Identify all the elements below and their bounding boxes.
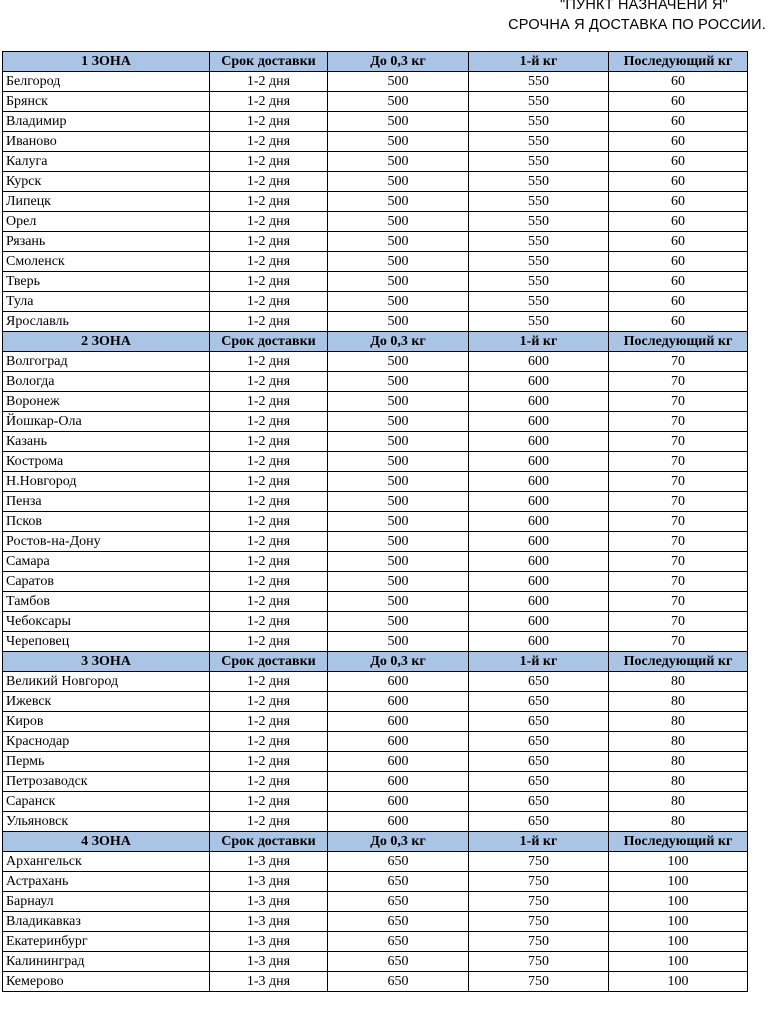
price-next-kg-cell: 70 [609, 512, 748, 532]
table-row [3, 632, 748, 652]
delivery-time-cell: 1-3 дня [210, 972, 328, 992]
price-up-to-03kg-cell: 500 [328, 152, 469, 172]
zone-header-row [3, 332, 748, 352]
price-up-to-03kg-cell: 600 [328, 712, 469, 732]
table-row [3, 552, 748, 572]
table-row [3, 812, 748, 832]
delivery-time-cell: 1-2 дня [210, 712, 328, 732]
city-cell: Вологда [3, 372, 210, 392]
price-next-kg-cell: 70 [609, 412, 748, 432]
price-up-to-03kg-cell: 500 [328, 352, 469, 372]
price-up-to-03kg-cell: 600 [328, 672, 469, 692]
delivery-time-cell: 1-2 дня [210, 792, 328, 812]
table-row [3, 392, 748, 412]
table-row [3, 972, 748, 992]
delivery-time-cell: 1-3 дня [210, 932, 328, 952]
table-row [3, 792, 748, 812]
city-cell: Брянск [3, 92, 210, 112]
city-cell: Астрахань [3, 872, 210, 892]
delivery-time-cell: 1-3 дня [210, 872, 328, 892]
city-cell: Тверь [3, 272, 210, 292]
zone-title: 2 ЗОНА [3, 332, 210, 352]
price-first-kg-cell: 550 [469, 152, 609, 172]
price-first-kg-cell: 550 [469, 312, 609, 332]
table-row [3, 132, 748, 152]
city-cell: Псков [3, 512, 210, 532]
price-up-to-03kg-cell: 500 [328, 452, 469, 472]
column-header-first-kg: 1-й кг [469, 832, 609, 852]
zone-title: 1 ЗОНА [3, 52, 210, 72]
city-cell: Самара [3, 552, 210, 572]
delivery-time-cell: 1-2 дня [210, 292, 328, 312]
price-up-to-03kg-cell: 500 [328, 292, 469, 312]
price-up-to-03kg-cell: 500 [328, 472, 469, 492]
price-next-kg-cell: 70 [609, 572, 748, 592]
delivery-time-cell: 1-2 дня [210, 172, 328, 192]
price-next-kg-cell: 60 [609, 272, 748, 292]
city-cell: Рязань [3, 232, 210, 252]
price-next-kg-cell: 70 [609, 492, 748, 512]
city-cell: Курск [3, 172, 210, 192]
price-next-kg-cell: 60 [609, 112, 748, 132]
price-next-kg-cell: 70 [609, 472, 748, 492]
price-next-kg-cell: 70 [609, 592, 748, 612]
table-row [3, 612, 748, 632]
price-first-kg-cell: 750 [469, 872, 609, 892]
city-cell: Саратов [3, 572, 210, 592]
price-up-to-03kg-cell: 650 [328, 972, 469, 992]
delivery-time-cell: 1-3 дня [210, 952, 328, 972]
delivery-time-cell: 1-2 дня [210, 812, 328, 832]
price-up-to-03kg-cell: 650 [328, 912, 469, 932]
city-cell: Белгород [3, 72, 210, 92]
price-first-kg-cell: 600 [469, 372, 609, 392]
column-header-up-to-03kg: До 0,3 кг [328, 652, 469, 672]
delivery-time-cell: 1-2 дня [210, 692, 328, 712]
delivery-time-cell: 1-2 дня [210, 352, 328, 372]
price-next-kg-cell: 60 [609, 252, 748, 272]
table-row [3, 892, 748, 912]
table-row [3, 672, 748, 692]
table-row [3, 592, 748, 612]
price-up-to-03kg-cell: 500 [328, 252, 469, 272]
price-first-kg-cell: 600 [469, 612, 609, 632]
price-next-kg-cell: 70 [609, 432, 748, 452]
price-first-kg-cell: 750 [469, 892, 609, 912]
city-cell: Саранск [3, 792, 210, 812]
delivery-time-cell: 1-2 дня [210, 252, 328, 272]
table-row [3, 412, 748, 432]
price-first-kg-cell: 600 [469, 392, 609, 412]
price-first-kg-cell: 650 [469, 752, 609, 772]
price-next-kg-cell: 80 [609, 672, 748, 692]
delivery-time-cell: 1-2 дня [210, 532, 328, 552]
price-first-kg-cell: 550 [469, 232, 609, 252]
table-row [3, 712, 748, 732]
price-next-kg-cell: 80 [609, 772, 748, 792]
price-next-kg-cell: 60 [609, 152, 748, 172]
delivery-time-cell: 1-2 дня [210, 752, 328, 772]
delivery-time-cell: 1-2 дня [210, 572, 328, 592]
price-next-kg-cell: 100 [609, 972, 748, 992]
price-next-kg-cell: 70 [609, 452, 748, 472]
price-next-kg-cell: 100 [609, 932, 748, 952]
price-first-kg-cell: 650 [469, 792, 609, 812]
price-first-kg-cell: 750 [469, 952, 609, 972]
table-row [3, 152, 748, 172]
zone-header-row [3, 652, 748, 672]
table-row [3, 512, 748, 532]
delivery-time-cell: 1-2 дня [210, 432, 328, 452]
city-cell: Ульяновск [3, 812, 210, 832]
city-cell: Пенза [3, 492, 210, 512]
price-first-kg-cell: 750 [469, 852, 609, 872]
price-first-kg-cell: 650 [469, 812, 609, 832]
city-cell: Череповец [3, 632, 210, 652]
price-next-kg-cell: 60 [609, 232, 748, 252]
city-cell: Барнаул [3, 892, 210, 912]
price-first-kg-cell: 750 [469, 912, 609, 932]
table-row [3, 432, 748, 452]
price-up-to-03kg-cell: 500 [328, 492, 469, 512]
price-next-kg-cell: 70 [609, 372, 748, 392]
zone-title: 3 ЗОНА [3, 652, 210, 672]
city-cell: Йошкар-Ола [3, 412, 210, 432]
table-row [3, 292, 748, 312]
price-first-kg-cell: 750 [469, 932, 609, 952]
price-up-to-03kg-cell: 600 [328, 692, 469, 712]
price-first-kg-cell: 550 [469, 192, 609, 212]
table-row [3, 212, 748, 232]
price-next-kg-cell: 80 [609, 752, 748, 772]
column-header-next-kg: Последующий кг [609, 332, 748, 352]
price-next-kg-cell: 60 [609, 72, 748, 92]
price-next-kg-cell: 70 [609, 352, 748, 372]
price-first-kg-cell: 550 [469, 92, 609, 112]
price-first-kg-cell: 550 [469, 72, 609, 92]
delivery-time-cell: 1-2 дня [210, 192, 328, 212]
table-row [3, 112, 748, 132]
table-row [3, 732, 748, 752]
price-up-to-03kg-cell: 500 [328, 432, 469, 452]
city-cell: Ярославль [3, 312, 210, 332]
column-header-delivery-time: Срок доставки [210, 832, 328, 852]
price-first-kg-cell: 550 [469, 252, 609, 272]
price-next-kg-cell: 100 [609, 892, 748, 912]
delivery-time-cell: 1-2 дня [210, 612, 328, 632]
table-row [3, 72, 748, 92]
table-row [3, 472, 748, 492]
price-next-kg-cell: 70 [609, 632, 748, 652]
price-next-kg-cell: 60 [609, 292, 748, 312]
price-next-kg-cell: 80 [609, 692, 748, 712]
delivery-time-cell: 1-2 дня [210, 552, 328, 572]
delivery-time-cell: 1-3 дня [210, 852, 328, 872]
price-next-kg-cell: 80 [609, 792, 748, 812]
table-row [3, 932, 748, 952]
document-header [0, 0, 768, 46]
price-first-kg-cell: 600 [469, 492, 609, 512]
city-cell: Иваново [3, 132, 210, 152]
table-row [3, 572, 748, 592]
city-cell: Петрозаводск [3, 772, 210, 792]
price-up-to-03kg-cell: 500 [328, 272, 469, 292]
price-first-kg-cell: 600 [469, 352, 609, 372]
price-first-kg-cell: 600 [469, 632, 609, 652]
delivery-time-cell: 1-2 дня [210, 72, 328, 92]
price-first-kg-cell: 650 [469, 692, 609, 712]
table-row [3, 772, 748, 792]
zone-header-row [3, 832, 748, 852]
price-up-to-03kg-cell: 650 [328, 932, 469, 952]
city-cell: Ростов-на-Дону [3, 532, 210, 552]
delivery-time-cell: 1-2 дня [210, 212, 328, 232]
city-cell: Екатеринбург [3, 932, 210, 952]
price-next-kg-cell: 100 [609, 872, 748, 892]
column-header-delivery-time: Срок доставки [210, 652, 328, 672]
delivery-time-cell: 1-2 дня [210, 232, 328, 252]
price-up-to-03kg-cell: 650 [328, 852, 469, 872]
price-next-kg-cell: 80 [609, 712, 748, 732]
table-row [3, 752, 748, 772]
table-row [3, 492, 748, 512]
price-up-to-03kg-cell: 500 [328, 72, 469, 92]
price-next-kg-cell: 100 [609, 912, 748, 932]
zone-header-row [3, 52, 748, 72]
delivery-time-cell: 1-3 дня [210, 892, 328, 912]
price-next-kg-cell: 100 [609, 952, 748, 972]
delivery-time-cell: 1-2 дня [210, 372, 328, 392]
price-first-kg-cell: 600 [469, 512, 609, 532]
column-header-first-kg: 1-й кг [469, 52, 609, 72]
price-first-kg-cell: 650 [469, 712, 609, 732]
price-up-to-03kg-cell: 500 [328, 132, 469, 152]
table-row [3, 252, 748, 272]
delivery-time-cell: 1-2 дня [210, 132, 328, 152]
price-first-kg-cell: 550 [469, 172, 609, 192]
delivery-time-cell: 1-2 дня [210, 592, 328, 612]
price-up-to-03kg-cell: 500 [328, 172, 469, 192]
price-up-to-03kg-cell: 500 [328, 112, 469, 132]
price-first-kg-cell: 650 [469, 732, 609, 752]
price-up-to-03kg-cell: 500 [328, 572, 469, 592]
column-header-first-kg: 1-й кг [469, 652, 609, 672]
price-first-kg-cell: 600 [469, 592, 609, 612]
city-cell: Липецк [3, 192, 210, 212]
price-up-to-03kg-cell: 500 [328, 512, 469, 532]
header-title-line-1: "ПУНКТ НАЗНАЧЕНИ Я" [559, 0, 728, 13]
header-title-line-2: СРОЧНА Я ДОСТАВКА ПО РОССИИ. [508, 17, 766, 33]
city-cell: Калуга [3, 152, 210, 172]
price-up-to-03kg-cell: 600 [328, 772, 469, 792]
city-cell: Владимир [3, 112, 210, 132]
city-cell: Ижевск [3, 692, 210, 712]
delivery-time-cell: 1-2 дня [210, 412, 328, 432]
price-up-to-03kg-cell: 500 [328, 312, 469, 332]
city-cell: Воронеж [3, 392, 210, 412]
price-up-to-03kg-cell: 500 [328, 612, 469, 632]
table-row [3, 692, 748, 712]
table-row [3, 312, 748, 332]
delivery-rates-table [2, 51, 748, 992]
price-up-to-03kg-cell: 500 [328, 192, 469, 212]
price-next-kg-cell: 60 [609, 172, 748, 192]
delivery-time-cell: 1-2 дня [210, 392, 328, 412]
price-up-to-03kg-cell: 500 [328, 232, 469, 252]
table-row [3, 872, 748, 892]
price-first-kg-cell: 650 [469, 672, 609, 692]
column-header-next-kg: Последующий кг [609, 832, 748, 852]
column-header-up-to-03kg: До 0,3 кг [328, 52, 469, 72]
city-cell: Тамбов [3, 592, 210, 612]
price-up-to-03kg-cell: 500 [328, 412, 469, 432]
delivery-time-cell: 1-2 дня [210, 672, 328, 692]
city-cell: Владикавказ [3, 912, 210, 932]
city-cell: Кострома [3, 452, 210, 472]
delivery-time-cell: 1-2 дня [210, 452, 328, 472]
column-header-up-to-03kg: До 0,3 кг [328, 332, 469, 352]
price-first-kg-cell: 600 [469, 412, 609, 432]
price-first-kg-cell: 600 [469, 452, 609, 472]
city-cell: Волгоград [3, 352, 210, 372]
price-first-kg-cell: 550 [469, 212, 609, 232]
price-up-to-03kg-cell: 500 [328, 92, 469, 112]
table-row [3, 232, 748, 252]
price-up-to-03kg-cell: 600 [328, 752, 469, 772]
price-first-kg-cell: 550 [469, 272, 609, 292]
price-next-kg-cell: 60 [609, 212, 748, 232]
delivery-time-cell: 1-2 дня [210, 512, 328, 532]
city-cell: Смоленск [3, 252, 210, 272]
price-next-kg-cell: 100 [609, 852, 748, 872]
city-cell: Н.Новгород [3, 472, 210, 492]
delivery-time-cell: 1-2 дня [210, 112, 328, 132]
price-next-kg-cell: 70 [609, 552, 748, 572]
table-row [3, 92, 748, 112]
price-next-kg-cell: 60 [609, 312, 748, 332]
price-up-to-03kg-cell: 500 [328, 632, 469, 652]
city-cell: Великий Новгород [3, 672, 210, 692]
column-header-delivery-time: Срок доставки [210, 332, 328, 352]
city-cell: Чебоксары [3, 612, 210, 632]
city-cell: Краснодар [3, 732, 210, 752]
city-cell: Калининград [3, 952, 210, 972]
delivery-time-cell: 1-2 дня [210, 472, 328, 492]
price-next-kg-cell: 60 [609, 192, 748, 212]
price-up-to-03kg-cell: 500 [328, 552, 469, 572]
table-row [3, 172, 748, 192]
delivery-time-cell: 1-2 дня [210, 152, 328, 172]
price-first-kg-cell: 600 [469, 432, 609, 452]
price-next-kg-cell: 80 [609, 732, 748, 752]
table-row [3, 352, 748, 372]
city-cell: Орел [3, 212, 210, 232]
table-row [3, 952, 748, 972]
table-row [3, 452, 748, 472]
price-first-kg-cell: 750 [469, 972, 609, 992]
price-next-kg-cell: 70 [609, 392, 748, 412]
price-up-to-03kg-cell: 650 [328, 952, 469, 972]
price-first-kg-cell: 550 [469, 292, 609, 312]
price-next-kg-cell: 60 [609, 92, 748, 112]
price-up-to-03kg-cell: 600 [328, 792, 469, 812]
price-first-kg-cell: 550 [469, 132, 609, 152]
price-first-kg-cell: 600 [469, 532, 609, 552]
price-next-kg-cell: 70 [609, 612, 748, 632]
table-row [3, 372, 748, 392]
column-header-delivery-time: Срок доставки [210, 52, 328, 72]
rates-table-body [3, 52, 748, 992]
table-row [3, 532, 748, 552]
delivery-time-cell: 1-2 дня [210, 92, 328, 112]
table-row [3, 912, 748, 932]
price-first-kg-cell: 600 [469, 552, 609, 572]
price-next-kg-cell: 80 [609, 812, 748, 832]
city-cell: Архангельск [3, 852, 210, 872]
column-header-next-kg: Последующий кг [609, 52, 748, 72]
price-up-to-03kg-cell: 500 [328, 392, 469, 412]
zone-title: 4 ЗОНА [3, 832, 210, 852]
city-cell: Тула [3, 292, 210, 312]
price-up-to-03kg-cell: 500 [328, 372, 469, 392]
delivery-time-cell: 1-3 дня [210, 912, 328, 932]
delivery-time-cell: 1-2 дня [210, 732, 328, 752]
price-next-kg-cell: 70 [609, 532, 748, 552]
delivery-time-cell: 1-2 дня [210, 272, 328, 292]
city-cell: Казань [3, 432, 210, 452]
city-cell: Киров [3, 712, 210, 732]
price-first-kg-cell: 550 [469, 112, 609, 132]
price-up-to-03kg-cell: 600 [328, 732, 469, 752]
delivery-time-cell: 1-2 дня [210, 632, 328, 652]
delivery-time-cell: 1-2 дня [210, 772, 328, 792]
price-up-to-03kg-cell: 650 [328, 872, 469, 892]
price-up-to-03kg-cell: 500 [328, 212, 469, 232]
table-row [3, 852, 748, 872]
price-up-to-03kg-cell: 500 [328, 592, 469, 612]
delivery-time-cell: 1-2 дня [210, 312, 328, 332]
price-up-to-03kg-cell: 600 [328, 812, 469, 832]
table-row [3, 272, 748, 292]
column-header-first-kg: 1-й кг [469, 332, 609, 352]
price-first-kg-cell: 600 [469, 472, 609, 492]
table-row [3, 192, 748, 212]
delivery-time-cell: 1-2 дня [210, 492, 328, 512]
city-cell: Кемерово [3, 972, 210, 992]
price-first-kg-cell: 600 [469, 572, 609, 592]
column-header-up-to-03kg: До 0,3 кг [328, 832, 469, 852]
city-cell: Пермь [3, 752, 210, 772]
price-up-to-03kg-cell: 650 [328, 892, 469, 912]
price-up-to-03kg-cell: 500 [328, 532, 469, 552]
column-header-next-kg: Последующий кг [609, 652, 748, 672]
price-first-kg-cell: 650 [469, 772, 609, 792]
price-next-kg-cell: 60 [609, 132, 748, 152]
